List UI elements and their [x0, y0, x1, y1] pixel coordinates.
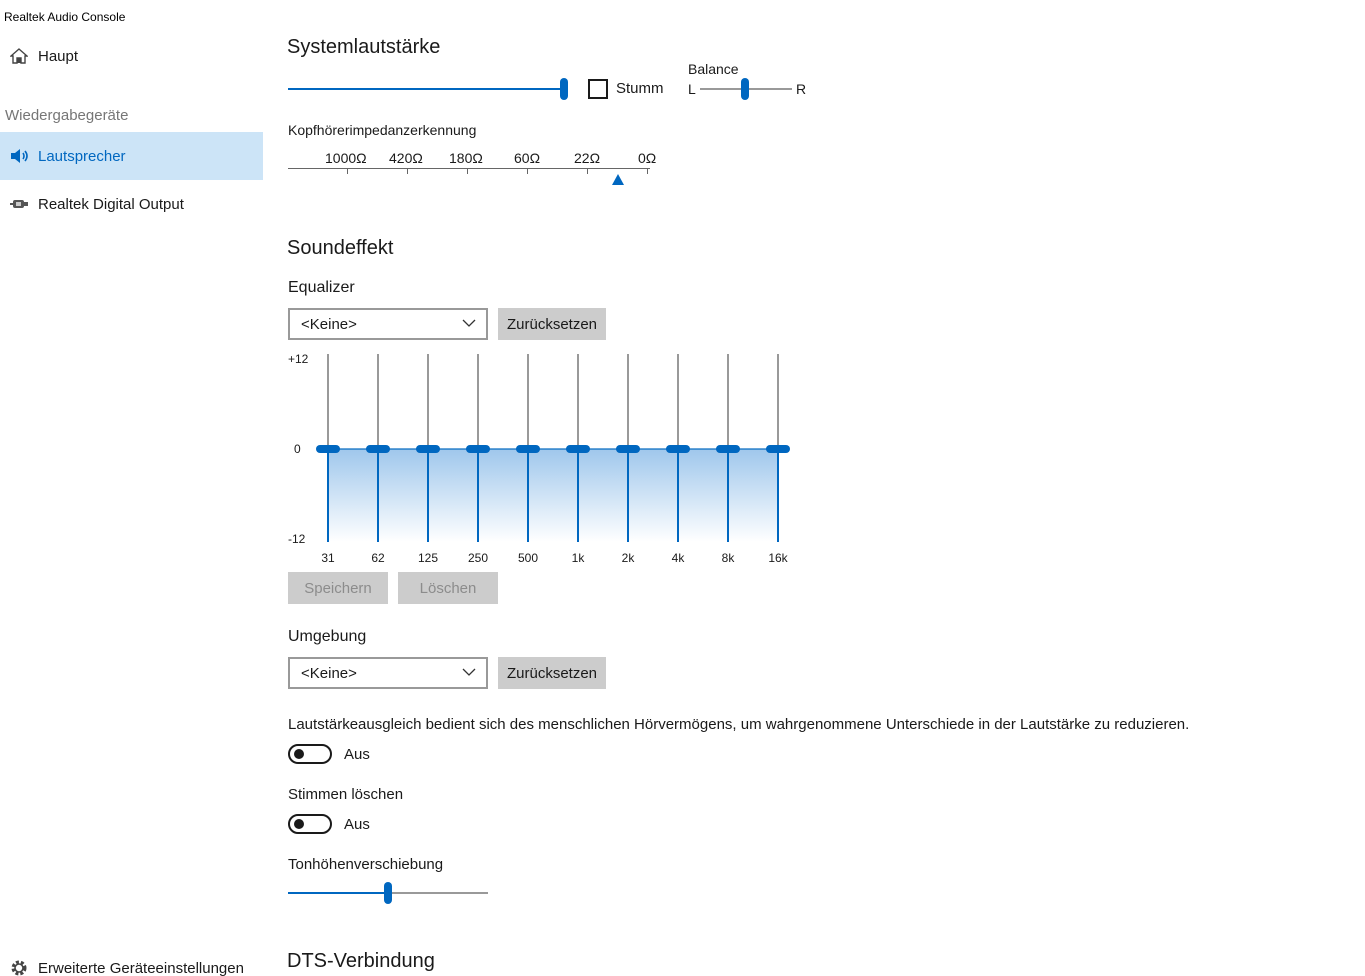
impedance-tick: [467, 168, 468, 174]
sidebar-group-label: Wiedergabegeräte: [5, 107, 129, 124]
eq-band-track: [527, 354, 529, 449]
toggle-knob: [294, 749, 304, 759]
eq-band-thumb[interactable]: [516, 445, 540, 453]
pitch-track-filled: [288, 892, 388, 894]
pitch-thumb[interactable]: [384, 882, 392, 904]
impedance-label: 180Ω: [449, 150, 483, 166]
eq-band-track: [377, 354, 379, 449]
voice-cancel-label: Stimmen löschen: [288, 786, 404, 803]
eq-band-level: [727, 449, 729, 542]
eq-band-track: [727, 354, 729, 449]
eq-y-max-label: +12: [288, 352, 309, 366]
mute-checkbox[interactable]: [588, 79, 608, 99]
loudness-state: Aus: [344, 746, 370, 763]
equalizer-preset-dropdown[interactable]: [288, 308, 488, 340]
impedance-tick: [407, 168, 408, 174]
eq-band-level: [527, 449, 529, 542]
eq-band-level: [327, 449, 329, 542]
impedance-label: 420Ω: [389, 150, 423, 166]
impedance-title: Kopfhörerimpedanzerkennung: [288, 122, 477, 138]
sidebar-item-speakers[interactable]: [0, 132, 263, 180]
environment-reset-button[interactable]: Zurücksetzen: [498, 657, 606, 689]
eq-band-level: [627, 449, 629, 542]
sidebar-item-advanced-settings[interactable]: [0, 944, 263, 976]
digital-output-icon: [0, 199, 38, 209]
impedance-marker-icon: [612, 174, 624, 185]
voice-cancel-toggle[interactable]: [288, 814, 332, 834]
eq-band-label: 4k: [671, 551, 685, 565]
voice-cancel-state: Aus: [344, 816, 370, 833]
chevron-down-icon: [462, 318, 476, 328]
speaker-icon: [0, 148, 38, 164]
eq-band-label: 1k: [571, 551, 585, 565]
impedance-label: 0Ω: [638, 150, 657, 166]
eq-band-label: 31: [321, 551, 335, 565]
balance-right-label: R: [796, 81, 807, 97]
eq-band-track: [427, 354, 429, 449]
impedance-tick: [347, 168, 348, 174]
pitch-label: Tonhöhenverschiebung: [288, 856, 444, 873]
impedance-scale: [288, 148, 660, 190]
section-title-dts: DTS-Verbindung: [287, 950, 435, 972]
eq-band-track: [677, 354, 679, 449]
eq-band-label: 500: [517, 551, 539, 565]
eq-band-thumb[interactable]: [766, 445, 790, 453]
system-volume-slider[interactable]: [288, 76, 570, 102]
eq-band-level: [377, 449, 379, 542]
eq-band-track: [777, 354, 779, 449]
balance-thumb[interactable]: [741, 78, 749, 100]
eq-band-label: 62: [371, 551, 385, 565]
environment-preset-dropdown[interactable]: [288, 657, 488, 689]
gear-icon: [0, 959, 38, 976]
balance-slider[interactable]: [700, 78, 792, 100]
eq-curve-fill: [328, 449, 778, 542]
eq-band-thumb[interactable]: [316, 445, 340, 453]
sidebar-item-label: Lautsprecher: [38, 147, 126, 165]
loudness-toggle[interactable]: [288, 744, 332, 764]
section-title-sound-effect: Soundeffekt: [287, 237, 394, 259]
sidebar-item-label: Realtek Digital Output: [38, 195, 184, 213]
equalizer-label: Equalizer: [288, 279, 355, 296]
eq-band-label: 250: [467, 551, 489, 565]
eq-band-level: [677, 449, 679, 542]
eq-band-thumb[interactable]: [566, 445, 590, 453]
toggle-knob: [294, 819, 304, 829]
impedance-label: 1000Ω: [325, 150, 367, 166]
eq-band-level: [427, 449, 429, 542]
chevron-down-icon: [462, 667, 476, 677]
balance-left-label: L: [688, 81, 696, 97]
home-icon: [0, 48, 38, 64]
environment-label: Umgebung: [288, 628, 367, 645]
eq-band-label: 8k: [721, 551, 735, 565]
eq-band-track: [477, 354, 479, 449]
impedance-label: 60Ω: [514, 150, 541, 166]
impedance-axis: [288, 168, 650, 169]
eq-band-level: [477, 449, 479, 542]
eq-band-track: [577, 354, 579, 449]
loudness-description: Lautstärkeausgleich bedient sich des menschlichen Hörvermögens, um wahrgenommene Unterschiede in der Lautstärke zu reduzieren.: [288, 716, 1190, 733]
eq-band-thumb[interactable]: [666, 445, 690, 453]
eq-band-track: [327, 354, 329, 449]
eq-band-level: [577, 449, 579, 542]
mute-label: Stumm: [616, 80, 664, 97]
save-button[interactable]: Speichern: [288, 572, 388, 604]
eq-band-level: [777, 449, 779, 542]
section-title-system-volume: Systemlautstärke: [287, 36, 441, 58]
environment-preset-value: <Keine>: [301, 664, 357, 682]
volume-track: [288, 88, 566, 90]
app-title: Realtek Audio Console: [4, 10, 126, 24]
sidebar-item-label: Haupt: [38, 47, 79, 65]
eq-band-thumb[interactable]: [366, 445, 390, 453]
balance-label: Balance: [688, 61, 739, 77]
eq-band-track: [627, 354, 629, 449]
pitch-track-empty: [388, 892, 488, 894]
eq-band-label: 2k: [621, 551, 635, 565]
eq-band-thumb[interactable]: [716, 445, 740, 453]
eq-y-mid-label: 0: [294, 442, 301, 456]
eq-band-label: 125: [417, 551, 439, 565]
sidebar-item-home[interactable]: [0, 32, 263, 80]
impedance-tick: [527, 168, 528, 174]
equalizer-reset-button[interactable]: Zurücksetzen: [498, 308, 606, 340]
sidebar-item-digital-output[interactable]: [0, 180, 263, 228]
eq-y-min-label: -12: [288, 532, 306, 546]
impedance-label: 22Ω: [574, 150, 601, 166]
equalizer-preset-value: <Keine>: [301, 315, 357, 333]
eq-band-label: 16k: [768, 551, 788, 565]
sidebar-item-label: Erweiterte Geräteeinstellungen: [38, 959, 244, 976]
volume-thumb[interactable]: [560, 78, 568, 100]
eq-band-thumb[interactable]: [616, 445, 640, 453]
eq-band-thumb[interactable]: [466, 445, 490, 453]
pitch-slider[interactable]: [288, 881, 488, 905]
delete-button[interactable]: Löschen: [398, 572, 498, 604]
impedance-tick: [587, 168, 588, 174]
eq-band-thumb[interactable]: [416, 445, 440, 453]
impedance-tick: [647, 168, 648, 174]
